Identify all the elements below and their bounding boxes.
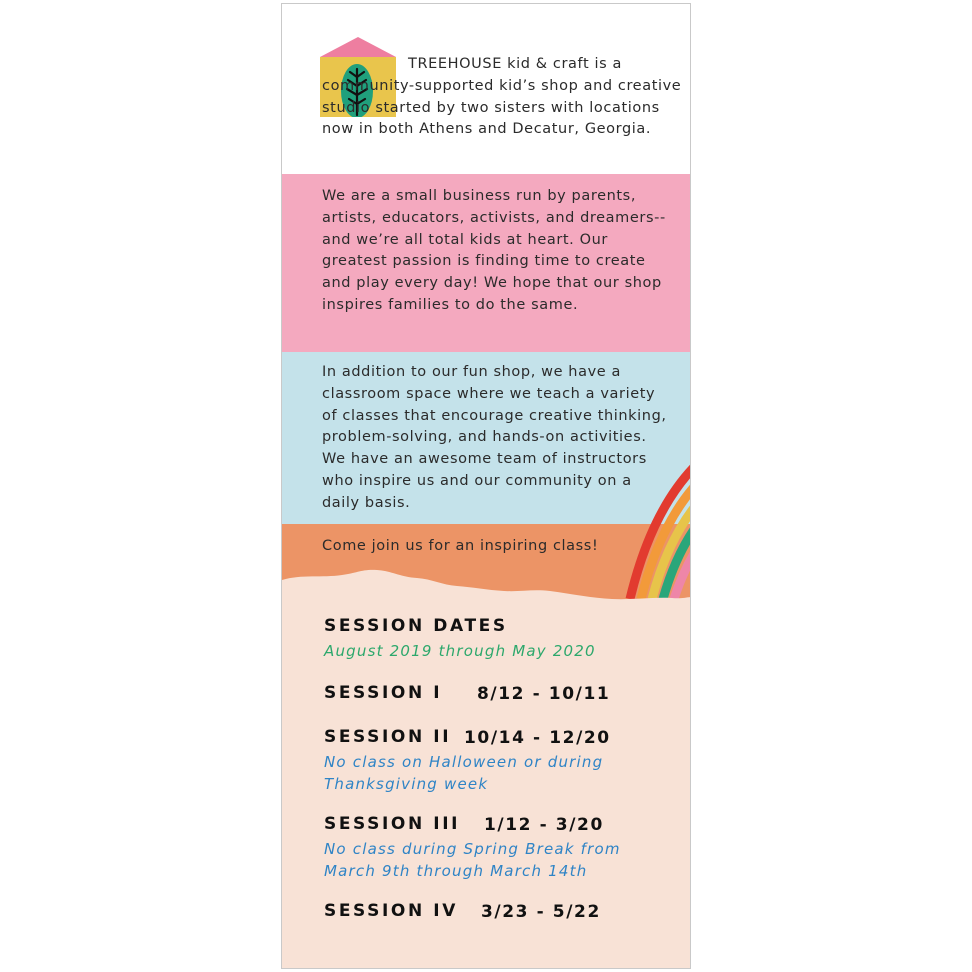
session-1-dates: 8/12 - 10/11 — [477, 684, 611, 704]
session-2-name: SESSION II — [324, 727, 452, 747]
session-dates-block — [324, 616, 684, 956]
intro-section — [282, 4, 691, 174]
session-3-note: No class during Spring Break from March 9th through March 14th — [324, 840, 621, 880]
about-text: We are a small business run by parents, artists, educators, activists, and dreamers--and we’re all total kids at heart. Our greatest passion is finding time to create and play every day! We hope that our shop inspires families to do the same. — [322, 188, 666, 313]
classes-text: In addition to our fun shop, we have a classroom space where we teach a variety of classes that encourage creative thinking, problem-solving, and hands-on activities. We have an awesome team of instructors who inspire us and our community on a daily basis. — [322, 364, 667, 511]
session-3-name: SESSION III — [324, 814, 461, 834]
flyer — [281, 3, 691, 969]
session-2-dates: 10/14 - 12/20 — [464, 728, 611, 748]
session-4-name: SESSION IV — [324, 901, 458, 921]
intro-text: TREEHOUSE kid & craft is a community-supported kid’s shop and creative studio started by two sisters with locations now in both Athens and Decatur, Georgia. — [322, 56, 682, 138]
session-2-note: No class on Halloween or during Thanksgiving week — [324, 753, 604, 793]
session-dates-heading: SESSION DATES — [324, 616, 508, 636]
session-3-dates: 1/12 - 3/20 — [484, 815, 604, 835]
session-1-name: SESSION I — [324, 683, 443, 703]
session-4-dates: 3/23 - 5/22 — [481, 902, 601, 922]
about-section — [282, 174, 691, 352]
cta-text: Come join us for an inspiring class! — [322, 538, 599, 554]
session-range: August 2019 through May 2020 — [324, 642, 596, 660]
